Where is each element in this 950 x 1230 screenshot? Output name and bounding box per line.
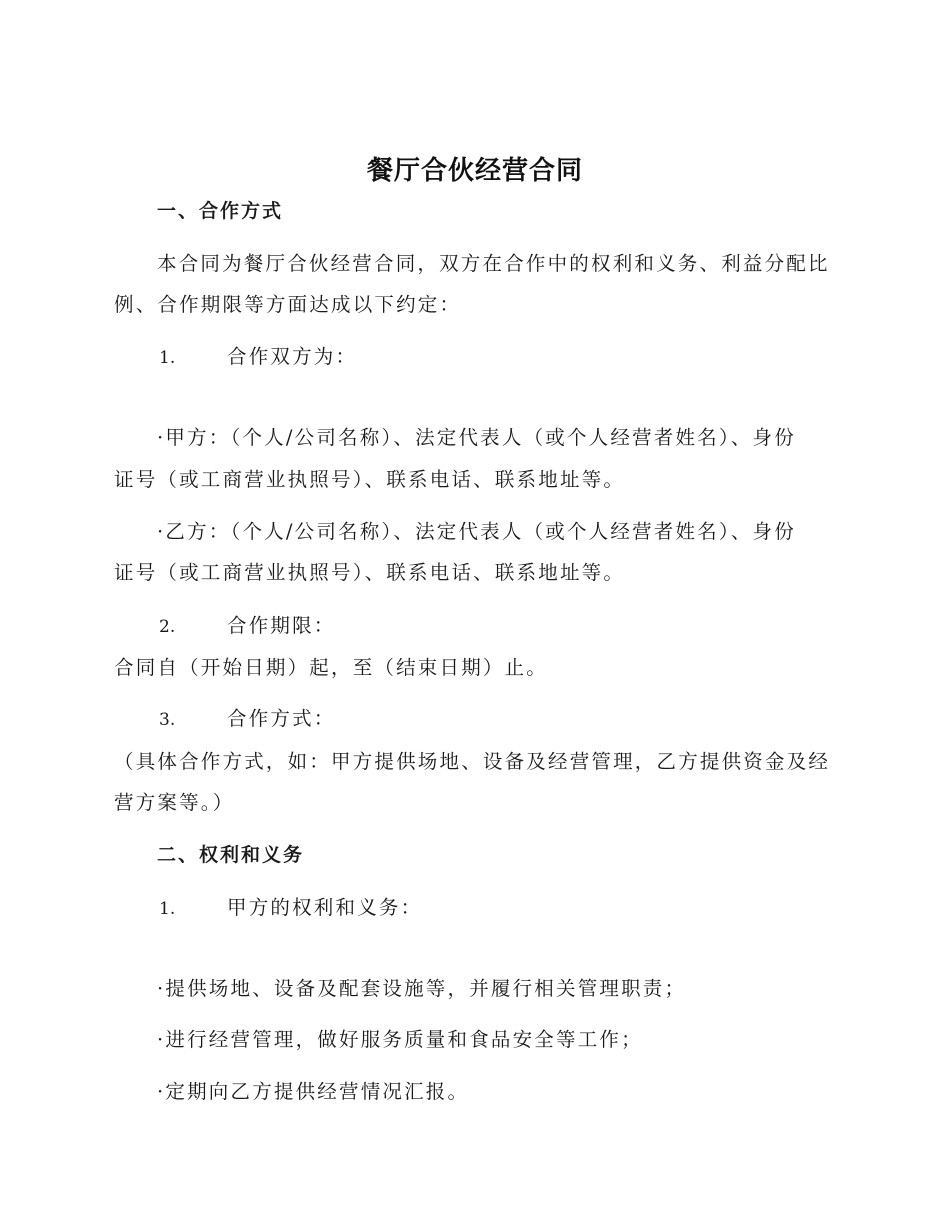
- list-number: 1.: [159, 348, 176, 368]
- list-number: 1.: [159, 899, 176, 919]
- party-b-line: 证号（或工商营业执照号）、联系电话、联系地址等。: [114, 561, 626, 584]
- document-title: 餐厅合伙经营合同: [366, 156, 583, 186]
- obligation-bullet: ·提供场地、设备及配套设施等，并履行相关管理职责；: [157, 977, 687, 1000]
- list-item-label: 合作双方为：: [227, 345, 358, 368]
- term-text: 合同自（开始日期）起，至（结束日期）止。: [114, 656, 549, 679]
- party-a-line: 证号（或工商营业执照号）、联系电话、联系地址等。: [114, 468, 626, 491]
- section-heading-cooperation: 一、合作方式: [157, 200, 284, 222]
- list-item-label: 甲方的权利和义务：: [227, 896, 423, 919]
- section-heading-rights: 二、权利和义务: [157, 844, 305, 866]
- intro-paragraph-line: 例、合作期限等方面达成以下约定：: [114, 293, 462, 316]
- list-item-label: 合作期限：: [227, 614, 336, 637]
- list-number: 3.: [159, 710, 176, 730]
- party-a-line: ·甲方：（个人/公司名称）、法定代表人（或个人经营者姓名）、身份: [157, 426, 796, 449]
- cooperation-mode-text: （具体合作方式，如：甲方提供场地、设备及经营管理，乙方提供资金及经: [114, 750, 831, 773]
- obligation-bullet: ·进行经营管理，做好服务质量和食品安全等工作；: [157, 1028, 643, 1051]
- list-item-label: 合作方式：: [227, 707, 336, 730]
- cooperation-mode-text: 营方案等。）: [114, 791, 235, 814]
- party-b-line: ·乙方：（个人/公司名称）、法定代表人（或个人经营者姓名）、身份: [157, 520, 796, 543]
- obligation-bullet: ·定期向乙方提供经营情况汇报。: [157, 1080, 470, 1103]
- list-number: 2.: [159, 617, 176, 637]
- intro-paragraph-line: 本合同为餐厅合伙经营合同，双方在合作中的权利和义务、利益分配比: [157, 252, 830, 275]
